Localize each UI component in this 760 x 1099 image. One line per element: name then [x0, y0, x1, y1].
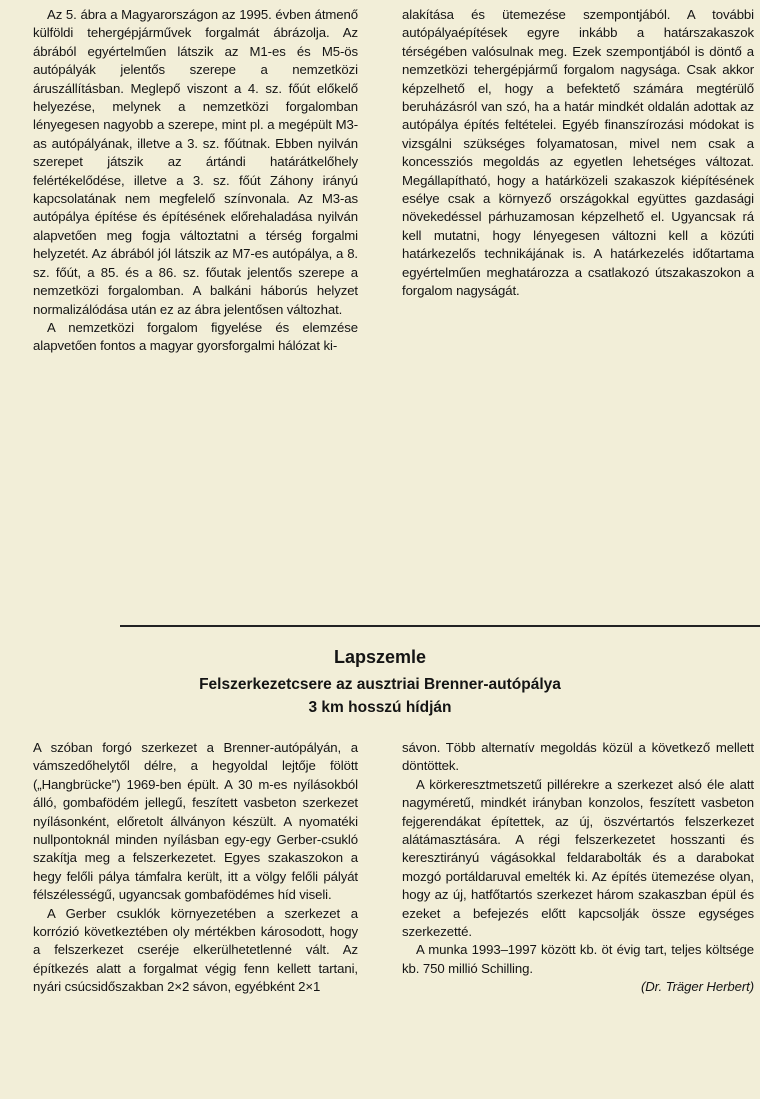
paragraph: Az 5. ábra a Magyarországon az 1995. évben átmenő külföldi tehergépjárművek forgalmát ábrázolja. Az ábrából egyértelműen látszik az M1-es és M5-ös autópályák jelentős szerepe a nemzetközi áruszállításban. Meglepő viszont a 4. sz. főút előkelő helyezése, melynek a nemzetközi forgalomban lényegesen nagyobb a szerepe, mint pl. a megépült M3-as autópályának, illetve a 3. sz. főútnak. Ebben nyilván szerepet játszik az ártándi határátkelőhely felértékelődése, illetve a 3. sz. főút Záhony irányú kapcsolatának nem megfelelő színvonala. Az M3-as autópálya építése és építésének előrehaladása nyilván alapvetően meg fogja változtatni a térség forgalmi helyzetét. Az ábrából jól látszik az M7-es autópálya, a 8. sz. főút, a 85. és a 86. sz. főutak jelentős szerepe a nemzetközi forgalomban. A balkáni háborús helyzet normalizálódása után ez az ábra jelentősen változhat. [33, 7, 358, 317]
paragraph: A munka 1993–1997 között kb. öt évig tart, teljes költsége kb. 750 millió Schilling. [402, 942, 754, 976]
bottom-article-left-column [33, 739, 358, 997]
paragraph: A szóban forgó szerkezet a Brenner-autópályán, a vámszedőhelytől délre, a hegyoldal lejtője fölött („Hangbrücke") 1969-ben épült. A 30 m-es nyílásokból álló, gombafödém jellegű, feszített vasbeton szerkezet nyílásonként, előretolt állványon készült. A nyomatéki nullpontoknál minden nyílásban egy-egy Gerber-csukló szakítja meg a felszerkezetet. Egyes szakaszokon a hegy felőli pálya támfalra került, itt a völgy felőli pályát félszélességű, ugyancsak gombafödémes híd viseli. [33, 740, 358, 903]
paragraph: A körkeresztmetszetű pillérekre a szerkezet alsó éle alatt nagyméretű, mindkét irányban konzolos, feszített vasbeton fejgerendákat építettek, az új, öszvértartós felszerkezet alátámasztására. A régi felszerkezetet hosszanti és keresztirányú vágásokkal feldarabolták és a darabokat mozgó portáldaruval emelték ki. Az építés ütemezése olyan, hogy az új, hatfőtartós szerkezet három szakaszban épül és ezeket a befejezés előtt kapcsolják össze egységes szerkezetté. [402, 776, 754, 940]
top-article-right-column [402, 6, 754, 301]
bottom-article-right-column [402, 739, 754, 997]
paragraph: alakítása és ütemezése szempontjából. A további autópályaépítések egyre inkább a határszakaszok térségében valósulnak meg. Ezek szempontjából is döntő a nemzetközi tehergépjármű forgalom nagysága. Csak akkor képzelhető el, hogy a befektető számára megtérülő beruházásról van szó, ha a határ mindkét oldalán adottak az autópálya építés feltételei. Egyéb finanszírozási módokat is vizsgálni szükséges folyamatosan, mivel nem csak a koncessziós megoldás az egyetlen lehetséges változat. Megállapítható, hogy a határközeli szakaszok kiépítésének esélye csak a környező országokkal együttes gazdasági növekedéssel párhuzamosan képzelhető el. Ugyancsak rá kell mutatni, hogy lényegesen változni kell a közúti határkezelős technikájának is. A határkezelés időtartama egyértelműen meghatározza a csatlakozó útszakaszokon a forgalom nagyságát. [402, 7, 754, 299]
article-title-line-1: Felszerkezetcsere az ausztriai Brenner-autópálya [199, 676, 561, 693]
paragraph: A Gerber csuklók környezetében a szerkezet a korrózió következtében oly mértékben károsodott, hogy a felszerkezet cseréje elkerülhetetlenné vált. Az építkezés alatt a forgalmat végig fenn kellett tartani, nyári csúcsidőszakban 2×2 sávon, egyébként 2×1 [33, 905, 358, 995]
section-divider [120, 625, 760, 627]
top-article-left-column [33, 6, 358, 356]
author-signature: (Dr. Träger Herbert) [640, 979, 754, 995]
paragraph: sávon. Több alternatív megoldás közül a következő mellett döntöttek. [402, 740, 754, 774]
section-title: Lapszemle [333, 647, 427, 667]
paragraph: A nemzetközi forgalom figyelése és elemzése alapvetően fontos a magyar gyorsforgalmi hálózat ki- [33, 319, 358, 354]
article-title-line-2: 3 km hosszú hídján [308, 699, 452, 716]
